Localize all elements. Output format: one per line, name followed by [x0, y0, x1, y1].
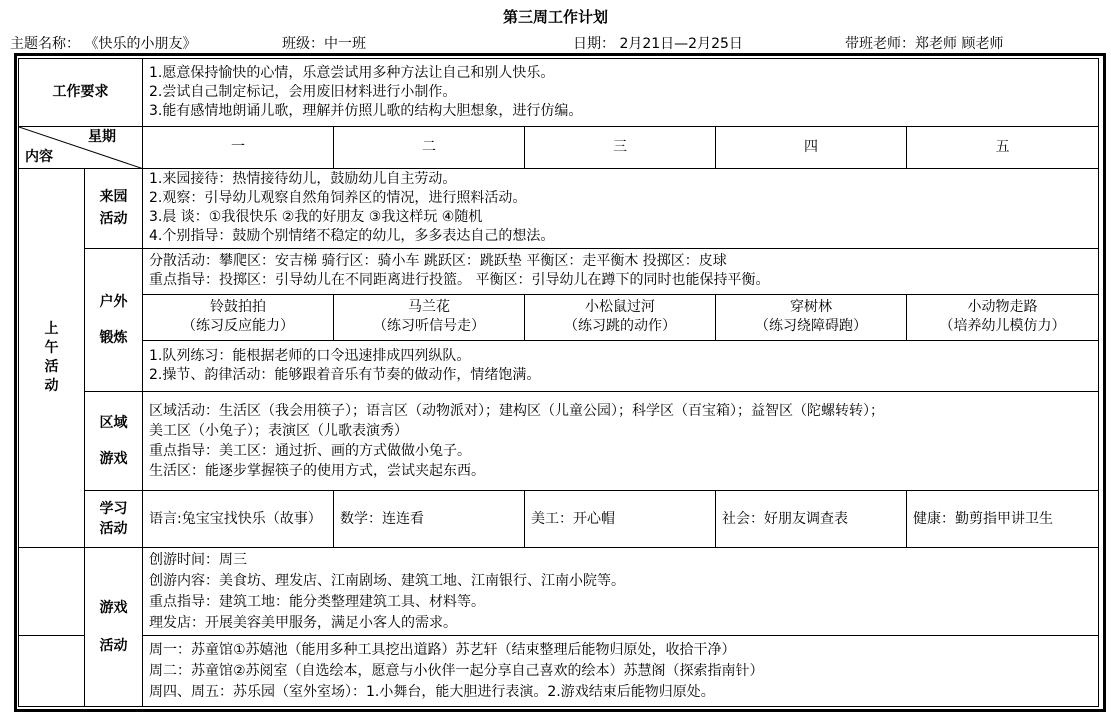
study-monday: 语言:兔宝宝找快乐（故事） [143, 490, 334, 548]
arrival-activity-row [19, 169, 1099, 249]
work-requirement-line: 3.能有感情地朗诵儿歌，理解并仿照儿歌的结构大胆想象，进行仿编。 [149, 102, 583, 119]
blank-left-cell [19, 548, 85, 636]
creative-play-content [143, 548, 1099, 636]
content-axis-label: 内容 [25, 149, 53, 166]
weekly-play-schedule [143, 636, 1099, 707]
weekday-thursday: 四 [716, 126, 907, 168]
study-tuesday: 数学：连连看 [334, 490, 525, 548]
area-line: 区域活动：生活区（我会用筷子）；语言区（动物派对）；建构区（儿童公园）；科学区（百宝箱）；益智区（陀螺转转）； [149, 403, 884, 419]
theme-name: 主题名称： 《快乐的小朋友》 [10, 36, 197, 52]
page-title: 第三周工作计划 [502, 8, 608, 26]
area-line: 重点指导：美工区：通过折、画的方式做做小兔子。 [149, 443, 471, 459]
area-games-label: 区域 游戏 [85, 392, 143, 491]
weekday-friday: 五 [907, 126, 1099, 168]
weekday-monday: 一 [143, 126, 334, 168]
game-line: 理发店：开展美容美甲服务，满足小客人的需求。 [149, 614, 457, 631]
outdoor-games-row [19, 295, 1099, 340]
morning-activities-label [19, 169, 85, 548]
arrival-activity-label: 来园 活动 [85, 169, 143, 249]
area-games-content [143, 392, 1099, 491]
header-diagonal-cell [19, 126, 143, 168]
outdoor-focus-content [143, 248, 1099, 294]
outdoor-top-row [19, 248, 1099, 294]
study-wednesday: 美工：开心帽 [525, 490, 716, 548]
morning-label-char: 动 [44, 378, 59, 395]
game-activities-bottom-row [19, 636, 1099, 707]
game-line: 周二：苏童馆②苏阅室（自选绘本，愿意与小伙伴一起分享自己喜欢的绘本）苏慧阁（探索指南针） [149, 662, 764, 679]
outdoor-exercise-label: 户外 锻炼 [85, 248, 143, 391]
outdoor-line: 分散活动：攀爬区：安吉梯 骑行区：骑小车 跳跃区：跳跃垫 平衡区：走平衡木 投掷区：皮球 [149, 253, 727, 270]
morning-label-char: 上 [44, 321, 59, 338]
area-line: 美工区（小兔子）；表演区（儿歌表演秀） [149, 423, 408, 439]
outdoor-game-thursday: 穿树林 （练习绕障碍跑） [716, 295, 907, 340]
arrival-line: 2.观察：引导幼儿观察自然角饲养区的情况，进行照料活动。 [149, 190, 527, 207]
weekday-axis-label: 星期 [88, 128, 116, 145]
game-line: 周一：苏童馆①苏嬉池（能用多种工具挖出道路）苏艺轩（结束整理后能物归原处，收拾干净） [149, 641, 736, 658]
outdoor-line: 2.操节、韵律活动：能够跟着音乐有节奏的做动作，情绪饱满。 [149, 366, 541, 383]
arrival-activity-content [143, 169, 1099, 249]
weekday-header-row [19, 126, 1099, 168]
outdoor-line: 重点指导：投掷区：引导幼儿在不同距离进行投篮。 平衡区：引导幼儿在蹲下的同时也能保持平衡。 [149, 272, 770, 289]
outdoor-game-tuesday: 马兰花 （练习听信号走） [334, 295, 525, 340]
arrival-line: 1.来园接待：热情接待幼儿，鼓励幼儿自主劳动。 [149, 171, 457, 188]
work-requirements-content [143, 59, 1099, 127]
outdoor-game-wednesday: 小松鼠过河 （练习跳的动作） [525, 295, 716, 340]
game-line: 创游内容：美食坊、理发店、江南剧场、建筑工地、江南银行、江南小院等。 [149, 572, 625, 589]
game-activities-top-row [19, 548, 1099, 636]
morning-label-char: 活 [44, 359, 59, 376]
study-activities-label: 学习 活动 [85, 490, 143, 548]
blank-left-cell [19, 636, 85, 707]
teachers: 带班老师：郑老师 顾老师 [845, 36, 1004, 52]
weekly-plan-table [18, 58, 1099, 707]
area-games-row [19, 392, 1099, 491]
game-activities-label: 游戏 活动 [85, 548, 143, 707]
arrival-line: 4.个别指导：鼓励个别情绪不稳定的幼儿，多多表达自己的想法。 [149, 228, 555, 245]
area-line: 生活区：能逐步掌握筷子的使用方式，尝试夹起东西。 [149, 463, 485, 479]
weekday-tuesday: 二 [334, 126, 525, 168]
work-requirements-label: 工作要求 [19, 59, 143, 127]
study-thursday: 社会：好朋友调查表 [716, 490, 907, 548]
work-requirement-line: 1.愿意保持愉快的心情，乐意尝试用多种方法让自己和别人快乐。 [149, 64, 555, 81]
outdoor-line: 1.队列练习：能根据老师的口令迅速排成四列纵队。 [149, 347, 471, 364]
class-name: 班级：中一班 [282, 36, 366, 52]
outdoor-game-monday: 铃鼓拍拍 （练习反应能力） [143, 295, 334, 340]
outdoor-bottom-row [19, 340, 1099, 391]
game-line: 创游时间：周三 [149, 551, 247, 568]
study-activities-row [19, 490, 1099, 548]
morning-label-char: 午 [44, 340, 59, 357]
game-line: 周四、周五：苏乐园（室外室场）：1.小舞台，能大胆进行表演。2.游戏结束后能物归原处。 [149, 683, 715, 700]
outdoor-drills-content [143, 340, 1099, 391]
study-friday: 健康：勤剪指甲讲卫生 [907, 490, 1099, 548]
work-requirements-row [19, 59, 1099, 127]
weekday-wednesday: 三 [525, 126, 716, 168]
arrival-line: 3.晨 谈：①我很快乐 ②我的好朋友 ③我这样玩 ④随机 [149, 209, 483, 226]
game-line: 重点指导：建筑工地：能分类整理建筑工具、材料等。 [149, 593, 485, 610]
work-requirement-line: 2.尝试自己制定标记，会用废旧材料进行小制作。 [149, 83, 457, 100]
date-range: 日期： 2月21日—2月25日 [573, 36, 743, 52]
outdoor-game-friday: 小动物走路 （培养幼儿模仿力） [907, 295, 1099, 340]
